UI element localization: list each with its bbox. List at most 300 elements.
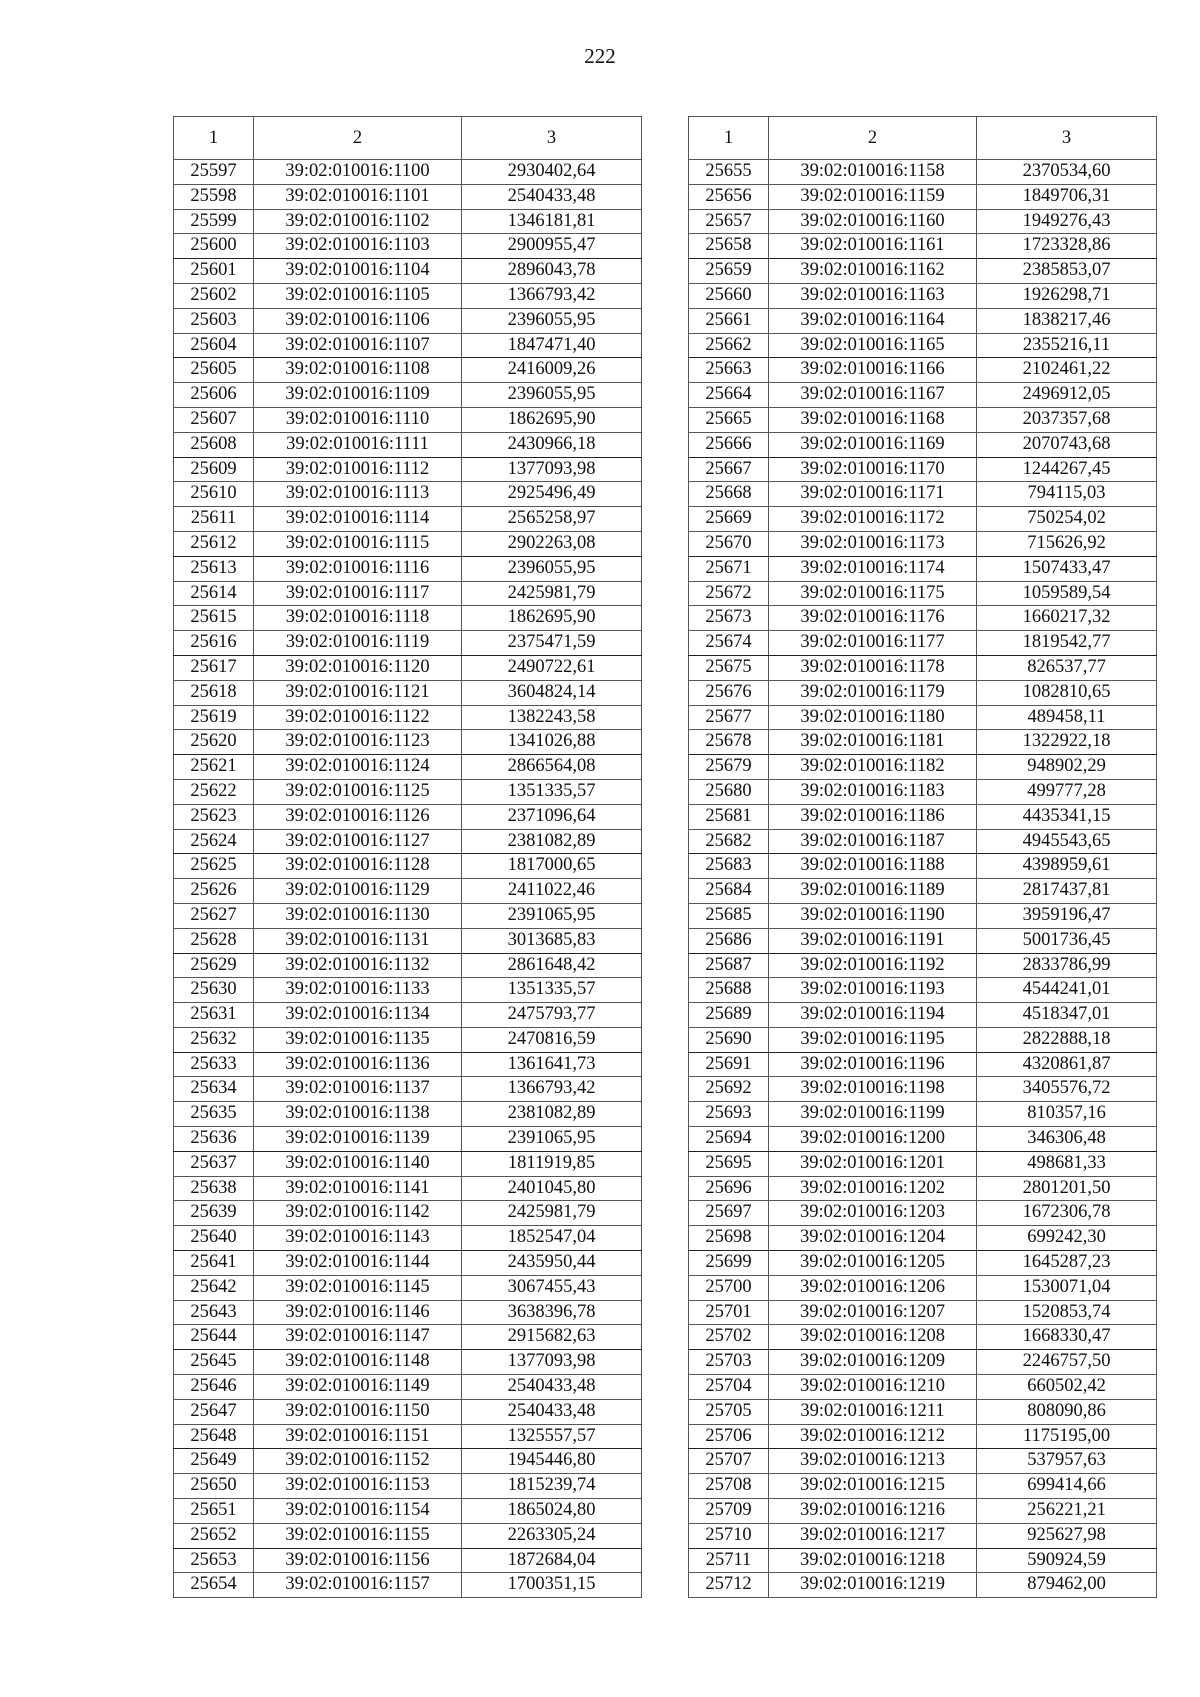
cadastral-number-cell: 39:02:010016:1176: [769, 606, 977, 631]
value-cell: 346306,48: [977, 1127, 1157, 1152]
table-row: [689, 879, 1157, 904]
table-row: [174, 259, 642, 284]
value-cell: 1815239,74: [462, 1474, 642, 1499]
table-row: [689, 1399, 1157, 1424]
row-number-cell: 25630: [174, 978, 254, 1003]
cadastral-number-cell: 39:02:010016:1187: [769, 829, 977, 854]
value-cell: 2822888,18: [977, 1027, 1157, 1052]
value-cell: 2401045,80: [462, 1176, 642, 1201]
header-row: [689, 117, 1157, 160]
cadastral-number-cell: 39:02:010016:1144: [254, 1251, 462, 1276]
row-number-cell: 25629: [174, 953, 254, 978]
table-row: [174, 978, 642, 1003]
cadastral-number-cell: 39:02:010016:1209: [769, 1350, 977, 1375]
cadastral-number-cell: 39:02:010016:1115: [254, 531, 462, 556]
table-row: [174, 779, 642, 804]
value-cell: 1520853,74: [977, 1300, 1157, 1325]
cadastral-number-cell: 39:02:010016:1118: [254, 606, 462, 631]
table-row: [689, 1027, 1157, 1052]
table-row: [689, 383, 1157, 408]
row-number-cell: 25670: [689, 531, 769, 556]
value-cell: 2102461,22: [977, 358, 1157, 383]
table-row: [689, 953, 1157, 978]
row-number-cell: 25698: [689, 1226, 769, 1251]
table-row: [174, 1251, 642, 1276]
value-cell: 1377093,98: [462, 457, 642, 482]
cadastral-number-cell: 39:02:010016:1188: [769, 854, 977, 879]
value-cell: 1819542,77: [977, 631, 1157, 656]
row-number-cell: 25624: [174, 829, 254, 854]
row-number-cell: 25673: [689, 606, 769, 631]
row-number-cell: 25608: [174, 432, 254, 457]
value-cell: 1838217,46: [977, 308, 1157, 333]
cadastral-number-cell: 39:02:010016:1106: [254, 308, 462, 333]
row-number-cell: 25615: [174, 606, 254, 631]
cadastral-number-cell: 39:02:010016:1186: [769, 804, 977, 829]
table-row: [174, 432, 642, 457]
value-cell: 2425981,79: [462, 581, 642, 606]
row-number-cell: 25605: [174, 358, 254, 383]
table-row: [174, 1499, 642, 1524]
cadastral-number-cell: 39:02:010016:1117: [254, 581, 462, 606]
cadastral-number-cell: 39:02:010016:1201: [769, 1151, 977, 1176]
cadastral-number-cell: 39:02:010016:1132: [254, 953, 462, 978]
value-cell: 1325557,57: [462, 1424, 642, 1449]
value-cell: 2396055,95: [462, 308, 642, 333]
table-row: [174, 1003, 642, 1028]
cadastral-number-cell: 39:02:010016:1213: [769, 1449, 977, 1474]
row-number-cell: 25628: [174, 928, 254, 953]
cadastral-number-cell: 39:02:010016:1160: [769, 209, 977, 234]
table-row: [174, 953, 642, 978]
cadastral-number-cell: 39:02:010016:1202: [769, 1176, 977, 1201]
value-cell: 2425981,79: [462, 1201, 642, 1226]
value-cell: 1351335,57: [462, 978, 642, 1003]
row-number-cell: 25683: [689, 854, 769, 879]
value-cell: 1849706,31: [977, 184, 1157, 209]
table-row: [689, 730, 1157, 755]
cadastral-number-cell: 39:02:010016:1146: [254, 1300, 462, 1325]
table-row: [689, 1499, 1157, 1524]
value-cell: 826537,77: [977, 655, 1157, 680]
cadastral-number-cell: 39:02:010016:1174: [769, 556, 977, 581]
value-cell: 2430966,18: [462, 432, 642, 457]
value-cell: 1872684,04: [462, 1548, 642, 1573]
value-cell: 1723328,86: [977, 234, 1157, 259]
value-cell: 3604824,14: [462, 680, 642, 705]
row-number-cell: 25711: [689, 1548, 769, 1573]
table-row: [689, 755, 1157, 780]
cadastral-number-cell: 39:02:010016:1100: [254, 160, 462, 185]
row-number-cell: 25652: [174, 1523, 254, 1548]
row-number-cell: 25684: [689, 879, 769, 904]
row-number-cell: 25681: [689, 804, 769, 829]
row-number-cell: 25671: [689, 556, 769, 581]
row-number-cell: 25712: [689, 1573, 769, 1598]
cadastral-number-cell: 39:02:010016:1154: [254, 1499, 462, 1524]
cadastral-number-cell: 39:02:010016:1178: [769, 655, 977, 680]
value-cell: 2435950,44: [462, 1251, 642, 1276]
cadastral-number-cell: 39:02:010016:1216: [769, 1499, 977, 1524]
table-row: [689, 1573, 1157, 1598]
value-cell: 2900955,47: [462, 234, 642, 259]
value-cell: 2391065,95: [462, 1127, 642, 1152]
table-row: [174, 1399, 642, 1424]
value-cell: 3959196,47: [977, 903, 1157, 928]
table-row: [174, 160, 642, 185]
table-row: [174, 1226, 642, 1251]
table-row: [689, 283, 1157, 308]
row-number-cell: 25669: [689, 507, 769, 532]
cadastral-number-cell: 39:02:010016:1211: [769, 1399, 977, 1424]
table-row: [174, 283, 642, 308]
table-row: [689, 1003, 1157, 1028]
table-row: [689, 903, 1157, 928]
value-cell: 2470816,59: [462, 1027, 642, 1052]
row-number-cell: 25641: [174, 1251, 254, 1276]
row-number-cell: 25677: [689, 705, 769, 730]
cadastral-number-cell: 39:02:010016:1153: [254, 1474, 462, 1499]
row-number-cell: 25610: [174, 482, 254, 507]
table-row: [689, 631, 1157, 656]
row-number-cell: 25692: [689, 1077, 769, 1102]
row-number-cell: 25616: [174, 631, 254, 656]
registry-table-right: [688, 116, 1157, 1598]
cadastral-number-cell: 39:02:010016:1112: [254, 457, 462, 482]
row-number-cell: 25603: [174, 308, 254, 333]
cadastral-number-cell: 39:02:010016:1170: [769, 457, 977, 482]
row-number-cell: 25602: [174, 283, 254, 308]
value-cell: 1244267,45: [977, 457, 1157, 482]
table-row: [174, 1176, 642, 1201]
row-number-cell: 25611: [174, 507, 254, 532]
table-row: [689, 432, 1157, 457]
row-number-cell: 25675: [689, 655, 769, 680]
cadastral-number-cell: 39:02:010016:1119: [254, 631, 462, 656]
cadastral-number-cell: 39:02:010016:1139: [254, 1127, 462, 1152]
cadastral-number-cell: 39:02:010016:1163: [769, 283, 977, 308]
value-cell: 2902263,08: [462, 531, 642, 556]
row-number-cell: 25680: [689, 779, 769, 804]
cadastral-number-cell: 39:02:010016:1140: [254, 1151, 462, 1176]
row-number-cell: 25693: [689, 1102, 769, 1127]
value-cell: 1660217,32: [977, 606, 1157, 631]
table-row: [689, 531, 1157, 556]
table-row: [689, 854, 1157, 879]
row-number-cell: 25625: [174, 854, 254, 879]
value-cell: 1082810,65: [977, 680, 1157, 705]
value-cell: 879462,00: [977, 1573, 1157, 1598]
table-row: [174, 1424, 642, 1449]
value-cell: 537957,63: [977, 1449, 1157, 1474]
table-row: [689, 1176, 1157, 1201]
table-row: [689, 705, 1157, 730]
column-header-number: 1: [689, 117, 769, 160]
value-cell: 699414,66: [977, 1474, 1157, 1499]
value-cell: 1668330,47: [977, 1325, 1157, 1350]
table-row: [174, 705, 642, 730]
row-number-cell: 25626: [174, 879, 254, 904]
table-row: [174, 383, 642, 408]
value-cell: 1865024,80: [462, 1499, 642, 1524]
row-number-cell: 25638: [174, 1176, 254, 1201]
row-number-cell: 25672: [689, 581, 769, 606]
column-header-cadastral: 2: [254, 117, 462, 160]
row-number-cell: 25657: [689, 209, 769, 234]
cadastral-number-cell: 39:02:010016:1218: [769, 1548, 977, 1573]
cadastral-number-cell: 39:02:010016:1123: [254, 730, 462, 755]
cadastral-number-cell: 39:02:010016:1150: [254, 1399, 462, 1424]
cadastral-number-cell: 39:02:010016:1210: [769, 1375, 977, 1400]
cadastral-number-cell: 39:02:010016:1195: [769, 1027, 977, 1052]
table-row: [689, 779, 1157, 804]
row-number-cell: 25661: [689, 308, 769, 333]
row-number-cell: 25691: [689, 1052, 769, 1077]
value-cell: 2540433,48: [462, 184, 642, 209]
value-cell: 660502,42: [977, 1375, 1157, 1400]
table-row: [174, 1201, 642, 1226]
table-row: [689, 1375, 1157, 1400]
value-cell: 1382243,58: [462, 705, 642, 730]
value-cell: 1366793,42: [462, 283, 642, 308]
cadastral-number-cell: 39:02:010016:1158: [769, 160, 977, 185]
table-row: [174, 1300, 642, 1325]
cadastral-number-cell: 39:02:010016:1142: [254, 1201, 462, 1226]
cadastral-number-cell: 39:02:010016:1116: [254, 556, 462, 581]
cadastral-number-cell: 39:02:010016:1194: [769, 1003, 977, 1028]
table-row: [174, 606, 642, 631]
table-row: [174, 829, 642, 854]
value-cell: 2930402,64: [462, 160, 642, 185]
row-number-cell: 25620: [174, 730, 254, 755]
row-number-cell: 25644: [174, 1325, 254, 1350]
cadastral-number-cell: 39:02:010016:1133: [254, 978, 462, 1003]
cadastral-number-cell: 39:02:010016:1121: [254, 680, 462, 705]
value-cell: 750254,02: [977, 507, 1157, 532]
table-row: [174, 1275, 642, 1300]
value-cell: 2416009,26: [462, 358, 642, 383]
table-row: [174, 1052, 642, 1077]
cadastral-number-cell: 39:02:010016:1128: [254, 854, 462, 879]
table-row: [174, 358, 642, 383]
row-number-cell: 25633: [174, 1052, 254, 1077]
table-row: [174, 1350, 642, 1375]
table-row: [689, 680, 1157, 705]
value-cell: 1949276,43: [977, 209, 1157, 234]
cadastral-number-cell: 39:02:010016:1149: [254, 1375, 462, 1400]
cadastral-number-cell: 39:02:010016:1167: [769, 383, 977, 408]
row-number-cell: 25618: [174, 680, 254, 705]
value-cell: 1945446,80: [462, 1449, 642, 1474]
row-number-cell: 25656: [689, 184, 769, 209]
table-row: [174, 581, 642, 606]
row-number-cell: 25622: [174, 779, 254, 804]
table-row: [689, 1424, 1157, 1449]
cadastral-number-cell: 39:02:010016:1120: [254, 655, 462, 680]
table-row: [174, 1127, 642, 1152]
cadastral-number-cell: 39:02:010016:1177: [769, 631, 977, 656]
value-cell: 1862695,90: [462, 407, 642, 432]
row-number-cell: 25664: [689, 383, 769, 408]
value-cell: 3638396,78: [462, 1300, 642, 1325]
cadastral-number-cell: 39:02:010016:1199: [769, 1102, 977, 1127]
cadastral-number-cell: 39:02:010016:1196: [769, 1052, 977, 1077]
table-row: [689, 333, 1157, 358]
table-row: [689, 1251, 1157, 1276]
row-number-cell: 25646: [174, 1375, 254, 1400]
value-cell: 2925496,49: [462, 482, 642, 507]
row-number-cell: 25695: [689, 1151, 769, 1176]
table-row: [174, 531, 642, 556]
row-number-cell: 25702: [689, 1325, 769, 1350]
row-number-cell: 25701: [689, 1300, 769, 1325]
cadastral-number-cell: 39:02:010016:1203: [769, 1201, 977, 1226]
cadastral-number-cell: 39:02:010016:1200: [769, 1127, 977, 1152]
row-number-cell: 25655: [689, 160, 769, 185]
table-row: [174, 755, 642, 780]
row-number-cell: 25679: [689, 755, 769, 780]
table-row: [174, 903, 642, 928]
value-cell: 2861648,42: [462, 953, 642, 978]
page-number: 222: [584, 44, 616, 68]
table-row: [689, 804, 1157, 829]
row-number-cell: 25666: [689, 432, 769, 457]
cadastral-number-cell: 39:02:010016:1191: [769, 928, 977, 953]
value-cell: 3013685,83: [462, 928, 642, 953]
cadastral-number-cell: 39:02:010016:1205: [769, 1251, 977, 1276]
value-cell: 2540433,48: [462, 1375, 642, 1400]
cadastral-number-cell: 39:02:010016:1125: [254, 779, 462, 804]
row-number-cell: 25599: [174, 209, 254, 234]
row-number-cell: 25710: [689, 1523, 769, 1548]
table-row: [174, 804, 642, 829]
row-number-cell: 25665: [689, 407, 769, 432]
table-row: [689, 1474, 1157, 1499]
table-row: [689, 1127, 1157, 1152]
table-row: [174, 1077, 642, 1102]
value-cell: 1351335,57: [462, 779, 642, 804]
cadastral-number-cell: 39:02:010016:1168: [769, 407, 977, 432]
cadastral-number-cell: 39:02:010016:1219: [769, 1573, 977, 1598]
table-row: [689, 308, 1157, 333]
cadastral-number-cell: 39:02:010016:1164: [769, 308, 977, 333]
table-row: [689, 655, 1157, 680]
value-cell: 590924,59: [977, 1548, 1157, 1573]
table-row: [689, 1325, 1157, 1350]
cadastral-number-cell: 39:02:010016:1111: [254, 432, 462, 457]
table-row: [174, 631, 642, 656]
table-row: [174, 1573, 642, 1598]
value-cell: 499777,28: [977, 779, 1157, 804]
row-number-cell: 25662: [689, 333, 769, 358]
cadastral-number-cell: 39:02:010016:1189: [769, 879, 977, 904]
row-number-cell: 25696: [689, 1176, 769, 1201]
row-number-cell: 25600: [174, 234, 254, 259]
row-number-cell: 25642: [174, 1275, 254, 1300]
value-cell: 810357,16: [977, 1102, 1157, 1127]
cadastral-number-cell: 39:02:010016:1207: [769, 1300, 977, 1325]
row-number-cell: 25627: [174, 903, 254, 928]
cadastral-number-cell: 39:02:010016:1109: [254, 383, 462, 408]
table-row: [174, 680, 642, 705]
value-cell: 1862695,90: [462, 606, 642, 631]
table-row: [174, 1449, 642, 1474]
value-cell: 808090,86: [977, 1399, 1157, 1424]
row-number-cell: 25650: [174, 1474, 254, 1499]
value-cell: 2496912,05: [977, 383, 1157, 408]
value-cell: 1366793,42: [462, 1077, 642, 1102]
table-row: [689, 928, 1157, 953]
row-number-cell: 25660: [689, 283, 769, 308]
cadastral-number-cell: 39:02:010016:1143: [254, 1226, 462, 1251]
row-number-cell: 25609: [174, 457, 254, 482]
registry-table-left: [173, 116, 642, 1598]
value-cell: 794115,03: [977, 482, 1157, 507]
row-number-cell: 25676: [689, 680, 769, 705]
cadastral-number-cell: 39:02:010016:1156: [254, 1548, 462, 1573]
cadastral-number-cell: 39:02:010016:1101: [254, 184, 462, 209]
table-row: [174, 730, 642, 755]
value-cell: 4398959,61: [977, 854, 1157, 879]
row-number-cell: 25635: [174, 1102, 254, 1127]
cadastral-number-cell: 39:02:010016:1157: [254, 1573, 462, 1598]
cadastral-number-cell: 39:02:010016:1105: [254, 283, 462, 308]
value-cell: 1377093,98: [462, 1350, 642, 1375]
row-number-cell: 25709: [689, 1499, 769, 1524]
cadastral-number-cell: 39:02:010016:1175: [769, 581, 977, 606]
cadastral-number-cell: 39:02:010016:1137: [254, 1077, 462, 1102]
row-number-cell: 25694: [689, 1127, 769, 1152]
table-row: [689, 160, 1157, 185]
row-number-cell: 25703: [689, 1350, 769, 1375]
value-cell: 948902,29: [977, 755, 1157, 780]
cadastral-number-cell: 39:02:010016:1151: [254, 1424, 462, 1449]
cadastral-number-cell: 39:02:010016:1169: [769, 432, 977, 457]
table-row: [689, 507, 1157, 532]
table-row: [689, 556, 1157, 581]
table-row: [689, 1449, 1157, 1474]
cadastral-number-cell: 39:02:010016:1141: [254, 1176, 462, 1201]
value-cell: 2381082,89: [462, 829, 642, 854]
table-row: [689, 209, 1157, 234]
cadastral-number-cell: 39:02:010016:1108: [254, 358, 462, 383]
value-cell: 2375471,59: [462, 631, 642, 656]
row-number-cell: 25647: [174, 1399, 254, 1424]
cadastral-number-cell: 39:02:010016:1217: [769, 1523, 977, 1548]
value-cell: 256221,21: [977, 1499, 1157, 1524]
cadastral-number-cell: 39:02:010016:1145: [254, 1275, 462, 1300]
value-cell: 3067455,43: [462, 1275, 642, 1300]
cadastral-number-cell: 39:02:010016:1193: [769, 978, 977, 1003]
value-cell: 2866564,08: [462, 755, 642, 780]
value-cell: 2896043,78: [462, 259, 642, 284]
value-cell: 1507433,47: [977, 556, 1157, 581]
row-number-cell: 25612: [174, 531, 254, 556]
cadastral-number-cell: 39:02:010016:1147: [254, 1325, 462, 1350]
row-number-cell: 25686: [689, 928, 769, 953]
value-cell: 4518347,01: [977, 1003, 1157, 1028]
table-row: [174, 308, 642, 333]
row-number-cell: 25659: [689, 259, 769, 284]
cadastral-number-cell: 39:02:010016:1212: [769, 1424, 977, 1449]
value-cell: 925627,98: [977, 1523, 1157, 1548]
table-row: [174, 1102, 642, 1127]
cadastral-number-cell: 39:02:010016:1131: [254, 928, 462, 953]
value-cell: 1322922,18: [977, 730, 1157, 755]
row-number-cell: 25649: [174, 1449, 254, 1474]
value-cell: 1700351,15: [462, 1573, 642, 1598]
row-number-cell: 25643: [174, 1300, 254, 1325]
